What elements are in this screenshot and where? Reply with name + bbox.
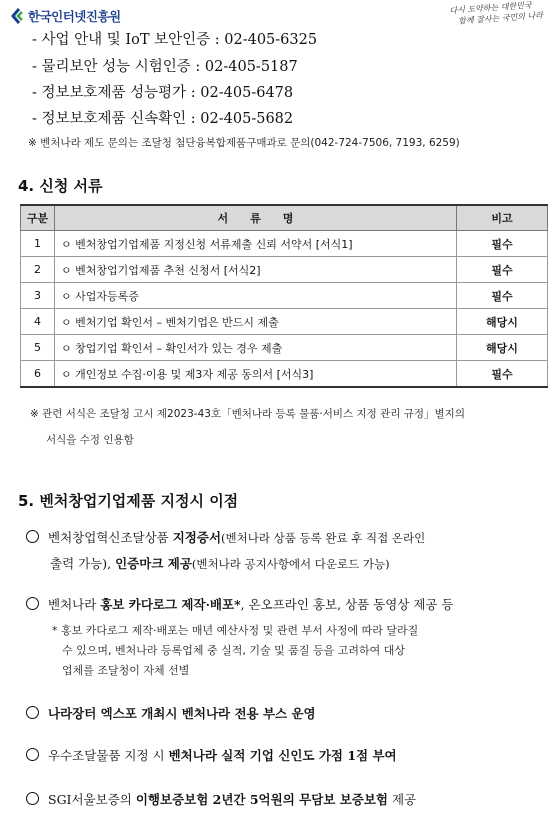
circle-bullet-icon — [26, 597, 39, 610]
footnote-line: 업체를 조달청이 자체 선별 — [62, 664, 190, 677]
slogan-line: 함께 잘사는 국민의 나라 — [457, 10, 544, 26]
header-remark: 비고 — [457, 205, 548, 231]
slogan — [449, 0, 546, 35]
section-4-title: 4. 신청 서류 — [18, 177, 103, 195]
header-no: 구분 — [21, 205, 55, 231]
table-row — [21, 283, 548, 309]
contact-line: - 사업 안내 및 IoT 보안인증 : 02-405-6325 — [32, 32, 318, 48]
benefit-item-5 — [26, 787, 548, 813]
header-doc-name: 서 류 명 — [55, 205, 457, 231]
circle-bullet-icon — [26, 792, 39, 805]
row-doc-name: ㅇ 개인정보 수집·이용 및 제3자 제공 동의서 [서식3] — [55, 361, 457, 388]
benefit-1-emph: 인증마크 제공 — [115, 556, 192, 571]
row-doc-name: ㅇ 벤처기업 확인서 – 벤처기업은 반드시 제출 — [55, 309, 457, 335]
circle-bullet-icon — [26, 530, 39, 543]
benefit-3-text: 나라장터 엑스포 개최시 벤처나라 전용 부스 운영 — [48, 706, 316, 721]
row-no: 5 — [21, 335, 55, 361]
row-remark: 필수 — [457, 231, 548, 257]
benefit-item-3 — [26, 701, 548, 727]
benefit-item-1 — [26, 525, 548, 577]
table-row — [21, 231, 548, 257]
row-doc-name: ㅇ 사업자등록증 — [55, 283, 457, 309]
forms-note-line2: 서식을 수정 인용함 — [46, 434, 134, 446]
benefit-1-text: (벤처나라 공지사항에서 다운로드 가능) — [191, 557, 390, 571]
benefit-1-text: (벤처나라 상품 등록 완료 후 직접 온라인 — [221, 531, 426, 545]
contact-line: - 정보보호제품 신속확인 : 02-405-5682 — [32, 111, 294, 127]
forms-note-line1: ※ 관련 서식은 조달청 고시 제2023-43호「벤처나라 등록 물품·서비스 지정 관리 규정」별지의 — [30, 408, 465, 420]
row-doc-name: ㅇ 벤처창업기업제품 추천 신청서 [서식2] — [55, 257, 457, 283]
kisa-logo — [10, 6, 121, 26]
benefit-1-emph: 지정증서 — [172, 530, 222, 545]
row-no: 2 — [21, 257, 55, 283]
row-no: 4 — [21, 309, 55, 335]
benefit-2-text: , 온오프라인 홍보, 상품 동영상 제공 등 — [240, 597, 454, 612]
benefit-item-2 — [26, 592, 548, 618]
section-5-title: 5. 벤처창업기업제품 지정시 이점 — [18, 492, 239, 510]
row-no: 6 — [21, 361, 55, 388]
contact-line: - 물리보안 성능 시험인증 : 02-405-5187 — [32, 59, 298, 75]
kisa-logo-icon — [10, 8, 24, 24]
benefit-1-text: 출력 가능), — [50, 556, 116, 571]
footnote-line: 수 있으며, 벤처나라 등록업체 중 실적, 기술 및 품질 등을 고려하여 대상 — [62, 644, 405, 657]
table-row — [21, 335, 548, 361]
table-row — [21, 309, 548, 335]
row-no: 3 — [21, 283, 55, 309]
table-row — [21, 257, 548, 283]
circle-bullet-icon — [26, 706, 39, 719]
slogan-line: 다시 도약하는 대한민국 — [449, 0, 532, 16]
row-remark: 필수 — [457, 257, 548, 283]
logo-text: 한국인터넷진흥원 — [28, 9, 121, 24]
contact-note: ※ 벤처나라 제도 문의는 조달청 첨단융복합제품구매과로 문의(042-724-7506, 7193, 6259) — [28, 137, 460, 149]
circle-bullet-icon — [26, 748, 39, 761]
row-doc-name: ㅇ 벤처창업기업제품 지정신청 서류제출 신뢰 서약서 [서식1] — [55, 231, 457, 257]
benefit-2-emph: 홍보 카다로그 제작·배포* — [100, 597, 241, 612]
documents-table — [20, 204, 548, 388]
benefit-item-4 — [26, 743, 548, 769]
row-remark: 해당시 — [457, 335, 548, 361]
table-header-row — [21, 205, 548, 231]
row-remark: 필수 — [457, 361, 548, 388]
benefit-2-footnote — [52, 621, 548, 681]
benefit-5-emph: 이행보증보험 2년간 5억원의 무담보 보증보험 — [135, 792, 388, 807]
benefit-5-text: 제공 — [388, 792, 417, 807]
contact-line: - 정보보호제품 성능평가 : 02-405-6478 — [32, 85, 294, 101]
footnote-line: * 홍보 카다로그 제작·배포는 매년 예산사정 및 관련 부서 사정에 따라 달라질 — [52, 624, 419, 637]
row-doc-name: ㅇ 창업기업 확인서 – 확인서가 있는 경우 제출 — [55, 335, 457, 361]
row-no: 1 — [21, 231, 55, 257]
benefit-4-emph: 벤처나라 실적 기업 신인도 가점 1점 부여 — [168, 748, 397, 763]
benefit-4-text: 우수조달물품 지정 시 — [48, 748, 169, 763]
row-remark: 필수 — [457, 283, 548, 309]
benefit-1-text: 벤처창업혁신조달상품 — [48, 530, 173, 545]
row-remark: 해당시 — [457, 309, 548, 335]
table-row — [21, 361, 548, 388]
benefit-5-text: SGI서울보증의 — [48, 792, 136, 807]
benefit-2-text: 벤처나라 — [48, 597, 101, 612]
